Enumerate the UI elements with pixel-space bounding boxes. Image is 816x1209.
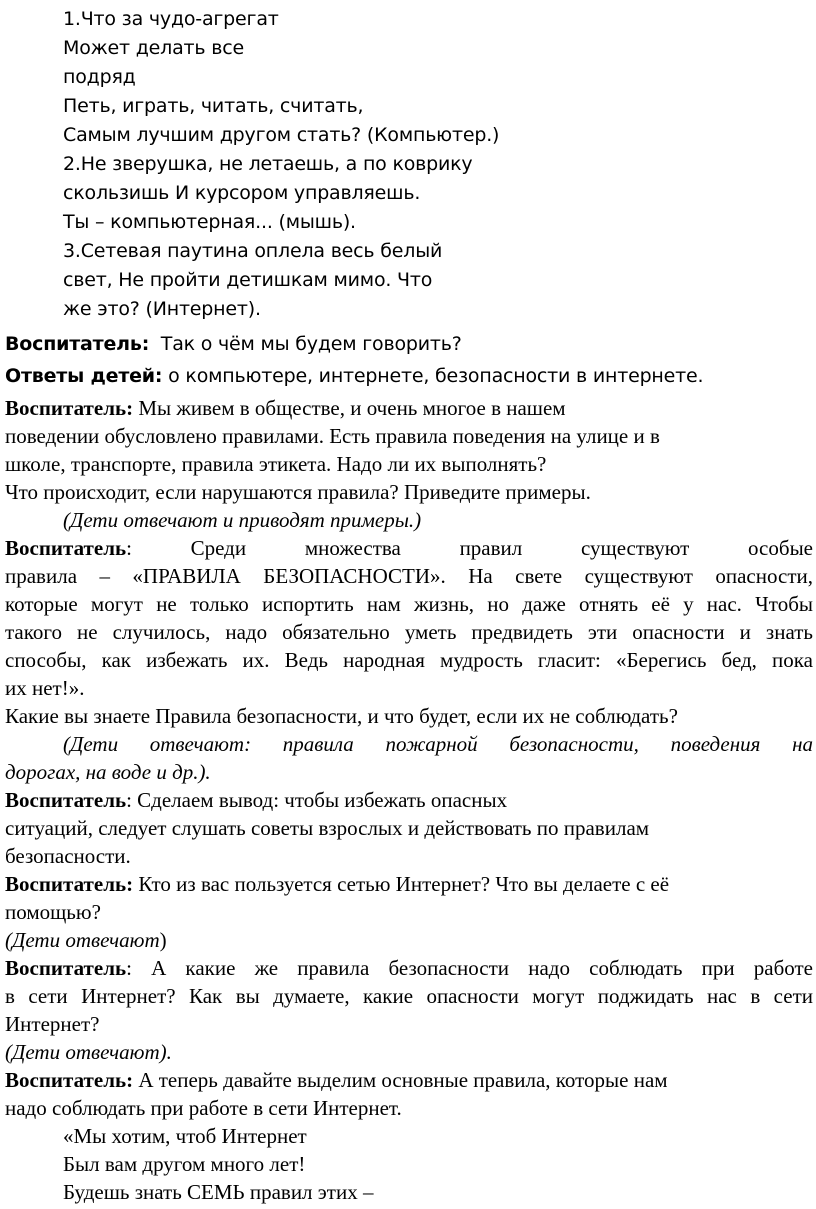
para-3-line-3: безопасности.	[5, 844, 131, 868]
speaker-label: Ответы детей:	[5, 365, 163, 387]
para-4-line-2: помощью?	[5, 900, 101, 924]
para-1-line-3: школе, транспорте, правила этикета. Надо ли их выполнять?	[5, 452, 547, 476]
riddle-2-line-1: 2.Не зверушка, не летаешь, а по коврику	[63, 153, 473, 175]
riddle-3-line-1: 3.Сетевая паутина оплела весь белый	[63, 240, 443, 262]
riddle-3-line-2: свет, Не пройти детишкам мимо. Что	[63, 269, 433, 291]
riddle-1-line-2: Может делать все	[63, 37, 244, 59]
para-1-line-1	[5, 395, 566, 422]
riddle-2-line-2: скользишь И курсором управляешь.	[63, 182, 421, 204]
para-4-note-text: (Дети отвечают	[5, 928, 160, 952]
poem-line-3: Будешь знать СЕМЬ правил этих –	[63, 1180, 374, 1204]
speaker-label: Воспитатель:	[5, 396, 134, 420]
riddle-1-line-1: 1.Что за чудо-агрегат	[63, 8, 279, 30]
speaker-label: Воспитатель:	[5, 333, 150, 355]
dialogue-2	[5, 363, 703, 389]
para-4-text: Кто из вас пользуется сетью Интернет? Что вы делаете с её	[138, 872, 670, 896]
riddle-1-line-3: подряд	[63, 66, 136, 88]
speaker-label: Воспитатель	[5, 788, 127, 812]
para-2-line-4: такого не случилось, надо обязательно уметь предвидеть эти опасности и знать	[5, 620, 813, 644]
poem-line-2: Был вам другом много лет!	[63, 1152, 306, 1176]
para-5-text: : А какие же правила безопасности надо соблюдать при работе	[126, 956, 813, 980]
para-2-question: Какие вы знаете Правила безопасности, и что будет, если их не соблюдать?	[5, 704, 678, 728]
riddle-3-line-3: же это? (Интернет).	[63, 298, 261, 320]
para-3-line-1	[5, 787, 507, 814]
dialogue-1-text: Так о чём мы будем говорить?	[160, 333, 462, 355]
speaker-label: Воспитатель	[5, 956, 127, 980]
para-6-line-1	[5, 1067, 668, 1094]
para-5-note: (Дети отвечают).	[5, 1040, 172, 1064]
para-2-line-6: их нет!».	[5, 676, 85, 700]
para-5-line-3: Интернет?	[5, 1012, 100, 1036]
speaker-label: Воспитатель	[5, 536, 127, 560]
para-5-line-1	[5, 955, 813, 982]
para-4-line-1	[5, 871, 669, 898]
para-1-line-4: Что происходит, если нарушаются правила? Приведите примеры.	[5, 480, 591, 504]
para-2-line-2: правила – «ПРАВИЛА БЕЗОПАСНОСТИ». На свете существуют опасности,	[5, 564, 813, 588]
para-2-text: : Среди множества правил существуют особые	[126, 536, 813, 560]
riddle-1-line-5: Самым лучшим другом стать? (Компьютер.)	[63, 124, 500, 146]
para-2-line-3: которые могут не только испортить нам жизнь, но даже отнять её у нас. Чтобы	[5, 592, 813, 616]
dialogue-2-text: о компьютере, интернете, безопасности в интернете.	[168, 365, 704, 387]
poem-line-1: «Мы хотим, чтоб Интернет	[63, 1124, 307, 1148]
riddle-2-line-3: Ты – компьютерная... (мышь).	[63, 211, 356, 233]
para-5-line-2: в сети Интернет? Как вы думаете, какие опасности могут поджидать нас в сети	[5, 984, 813, 1008]
para-6-line-2: надо соблюдать при работе в сети Интернет.	[5, 1096, 402, 1120]
para-1-note: (Дети отвечают и приводят примеры.)	[63, 508, 422, 532]
para-2-note-line-1: (Дети отвечают: правила пожарной безопасности, поведения на	[63, 732, 813, 756]
para-3-text: : Сделаем вывод: чтобы избежать опасных	[126, 788, 508, 812]
para-4-note-close: )	[159, 928, 167, 952]
para-6-text: А теперь давайте выделим основные правила, которые нам	[138, 1068, 668, 1092]
speaker-label: Воспитатель:	[5, 872, 134, 896]
para-2-line-5: способы, как избежать их. Ведь народная мудрость гласит: «Берегись бед, пока	[5, 648, 813, 672]
riddle-1-line-4: Петь, играть, читать, считать,	[63, 95, 364, 117]
para-1-line-2: поведении обусловлено правилами. Есть правила поведения на улице и в	[5, 424, 660, 448]
para-2-line-1	[5, 535, 813, 562]
para-3-line-2: ситуаций, следует слушать советы взрослых и действовать по правилам	[5, 816, 650, 840]
para-4-note	[5, 927, 167, 954]
speaker-label: Воспитатель:	[5, 1068, 134, 1092]
para-2-note-line-2: дорогах, на воде и др.).	[5, 760, 211, 784]
dialogue-1	[5, 331, 462, 357]
para-1-text: Мы живем в обществе, и очень многое в нашем	[138, 396, 566, 420]
